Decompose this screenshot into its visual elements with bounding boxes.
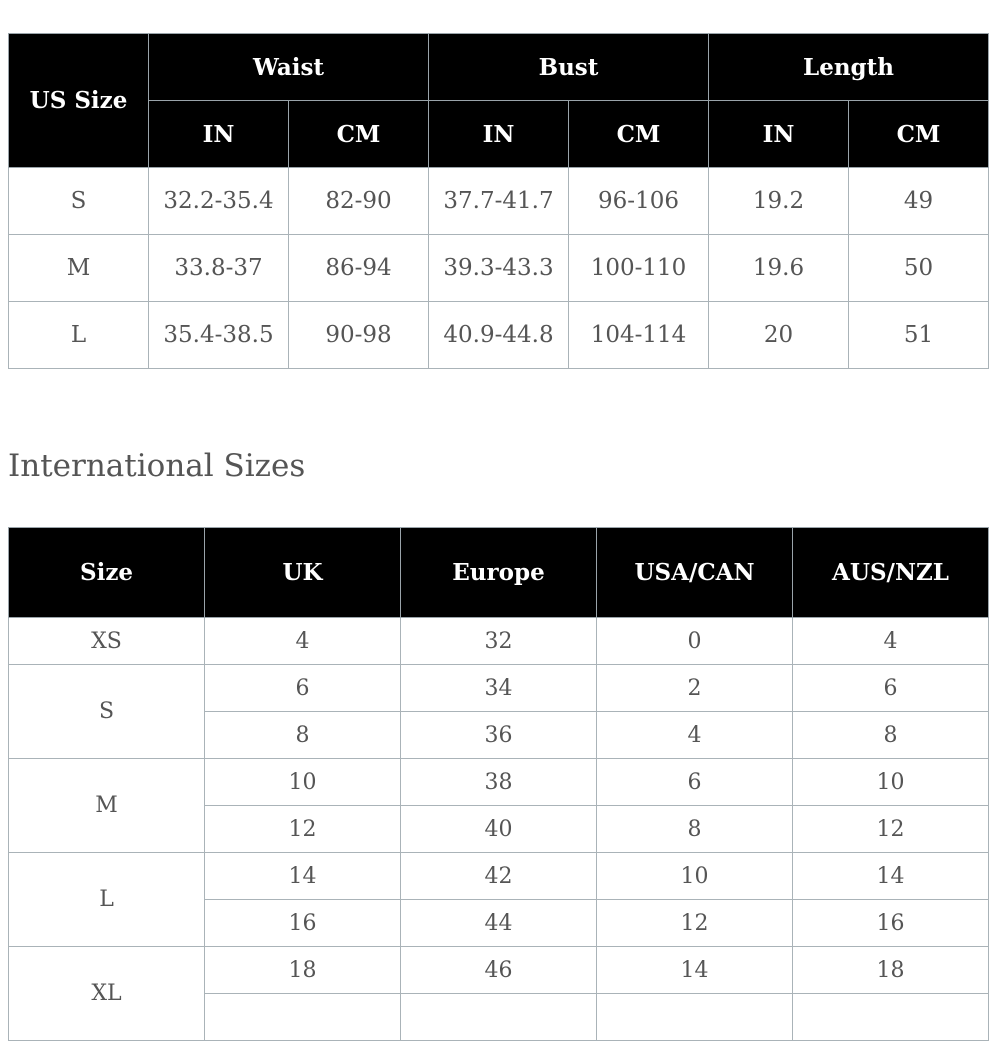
us-size-table	[8, 33, 989, 369]
table-cell: 32	[401, 618, 597, 665]
table-cell: 49	[849, 168, 989, 235]
table-row	[9, 759, 989, 806]
unit-header: CM	[289, 101, 429, 168]
table-cell: 46	[401, 947, 597, 994]
size-header: Size	[9, 528, 205, 618]
table-cell: 14	[597, 947, 793, 994]
table-row	[9, 235, 989, 302]
unit-header: CM	[569, 101, 709, 168]
table-cell: 10	[793, 759, 989, 806]
table-cell	[793, 994, 989, 1041]
unit-header: CM	[849, 101, 989, 168]
table-cell: L	[9, 302, 149, 369]
table-cell: 4	[597, 712, 793, 759]
table-cell: 2	[597, 665, 793, 712]
table-cell: 40	[401, 806, 597, 853]
table-cell: 8	[597, 806, 793, 853]
size-cell: XL	[9, 947, 205, 1041]
table-cell: 44	[401, 900, 597, 947]
table-cell: 40.9-44.8	[429, 302, 569, 369]
table-cell: 10	[205, 759, 401, 806]
table-cell: S	[9, 168, 149, 235]
table-cell: 38	[401, 759, 597, 806]
table-cell: 14	[793, 853, 989, 900]
bust-header: Bust	[429, 34, 709, 101]
table-cell: 82-90	[289, 168, 429, 235]
us-size-header: US Size	[9, 34, 149, 168]
table-cell: 6	[793, 665, 989, 712]
table-row	[9, 168, 989, 235]
table-cell: 20	[709, 302, 849, 369]
table-cell: 4	[793, 618, 989, 665]
table-cell: 19.2	[709, 168, 849, 235]
table-cell: 12	[205, 806, 401, 853]
size-cell: M	[9, 759, 205, 853]
table-cell: 86-94	[289, 235, 429, 302]
unit-header: IN	[709, 101, 849, 168]
table-cell: 50	[849, 235, 989, 302]
table-cell: 6	[597, 759, 793, 806]
table-cell: 16	[793, 900, 989, 947]
table-cell: 33.8-37	[149, 235, 289, 302]
table-cell: 32.2-35.4	[149, 168, 289, 235]
table-cell: 42	[401, 853, 597, 900]
table-cell: 51	[849, 302, 989, 369]
section-title: International Sizes	[8, 448, 306, 484]
size-cell: S	[9, 665, 205, 759]
table-cell: 4	[205, 618, 401, 665]
size-cell: XS	[9, 618, 205, 665]
international-size-table	[8, 527, 989, 1041]
length-header: Length	[709, 34, 989, 101]
table-cell: 12	[597, 900, 793, 947]
waist-header: Waist	[149, 34, 429, 101]
table-row	[9, 302, 989, 369]
unit-header: IN	[429, 101, 569, 168]
table-cell: 37.7-41.7	[429, 168, 569, 235]
table-cell: 0	[597, 618, 793, 665]
table-cell	[597, 994, 793, 1041]
usa-can-header: USA/CAN	[597, 528, 793, 618]
europe-header: Europe	[401, 528, 597, 618]
table-cell: 34	[401, 665, 597, 712]
table-cell: 96-106	[569, 168, 709, 235]
table-row	[9, 853, 989, 900]
table-cell: 18	[205, 947, 401, 994]
table-cell: 100-110	[569, 235, 709, 302]
uk-header: UK	[205, 528, 401, 618]
table-cell: 90-98	[289, 302, 429, 369]
size-cell: L	[9, 853, 205, 947]
table-row	[9, 665, 989, 712]
table-row	[9, 618, 989, 665]
table-cell: 19.6	[709, 235, 849, 302]
aus-nzl-header: AUS/NZL	[793, 528, 989, 618]
table-cell: M	[9, 235, 149, 302]
table-cell: 12	[793, 806, 989, 853]
table-row	[9, 947, 989, 994]
table-cell: 36	[401, 712, 597, 759]
table-cell: 18	[793, 947, 989, 994]
unit-header: IN	[149, 101, 289, 168]
table-cell: 10	[597, 853, 793, 900]
table-cell	[401, 994, 597, 1041]
table-cell: 6	[205, 665, 401, 712]
table-cell: 16	[205, 900, 401, 947]
table-cell	[205, 994, 401, 1041]
table-cell: 104-114	[569, 302, 709, 369]
table-cell: 8	[793, 712, 989, 759]
table-cell: 8	[205, 712, 401, 759]
table-cell: 39.3-43.3	[429, 235, 569, 302]
table-cell: 35.4-38.5	[149, 302, 289, 369]
table-cell: 14	[205, 853, 401, 900]
